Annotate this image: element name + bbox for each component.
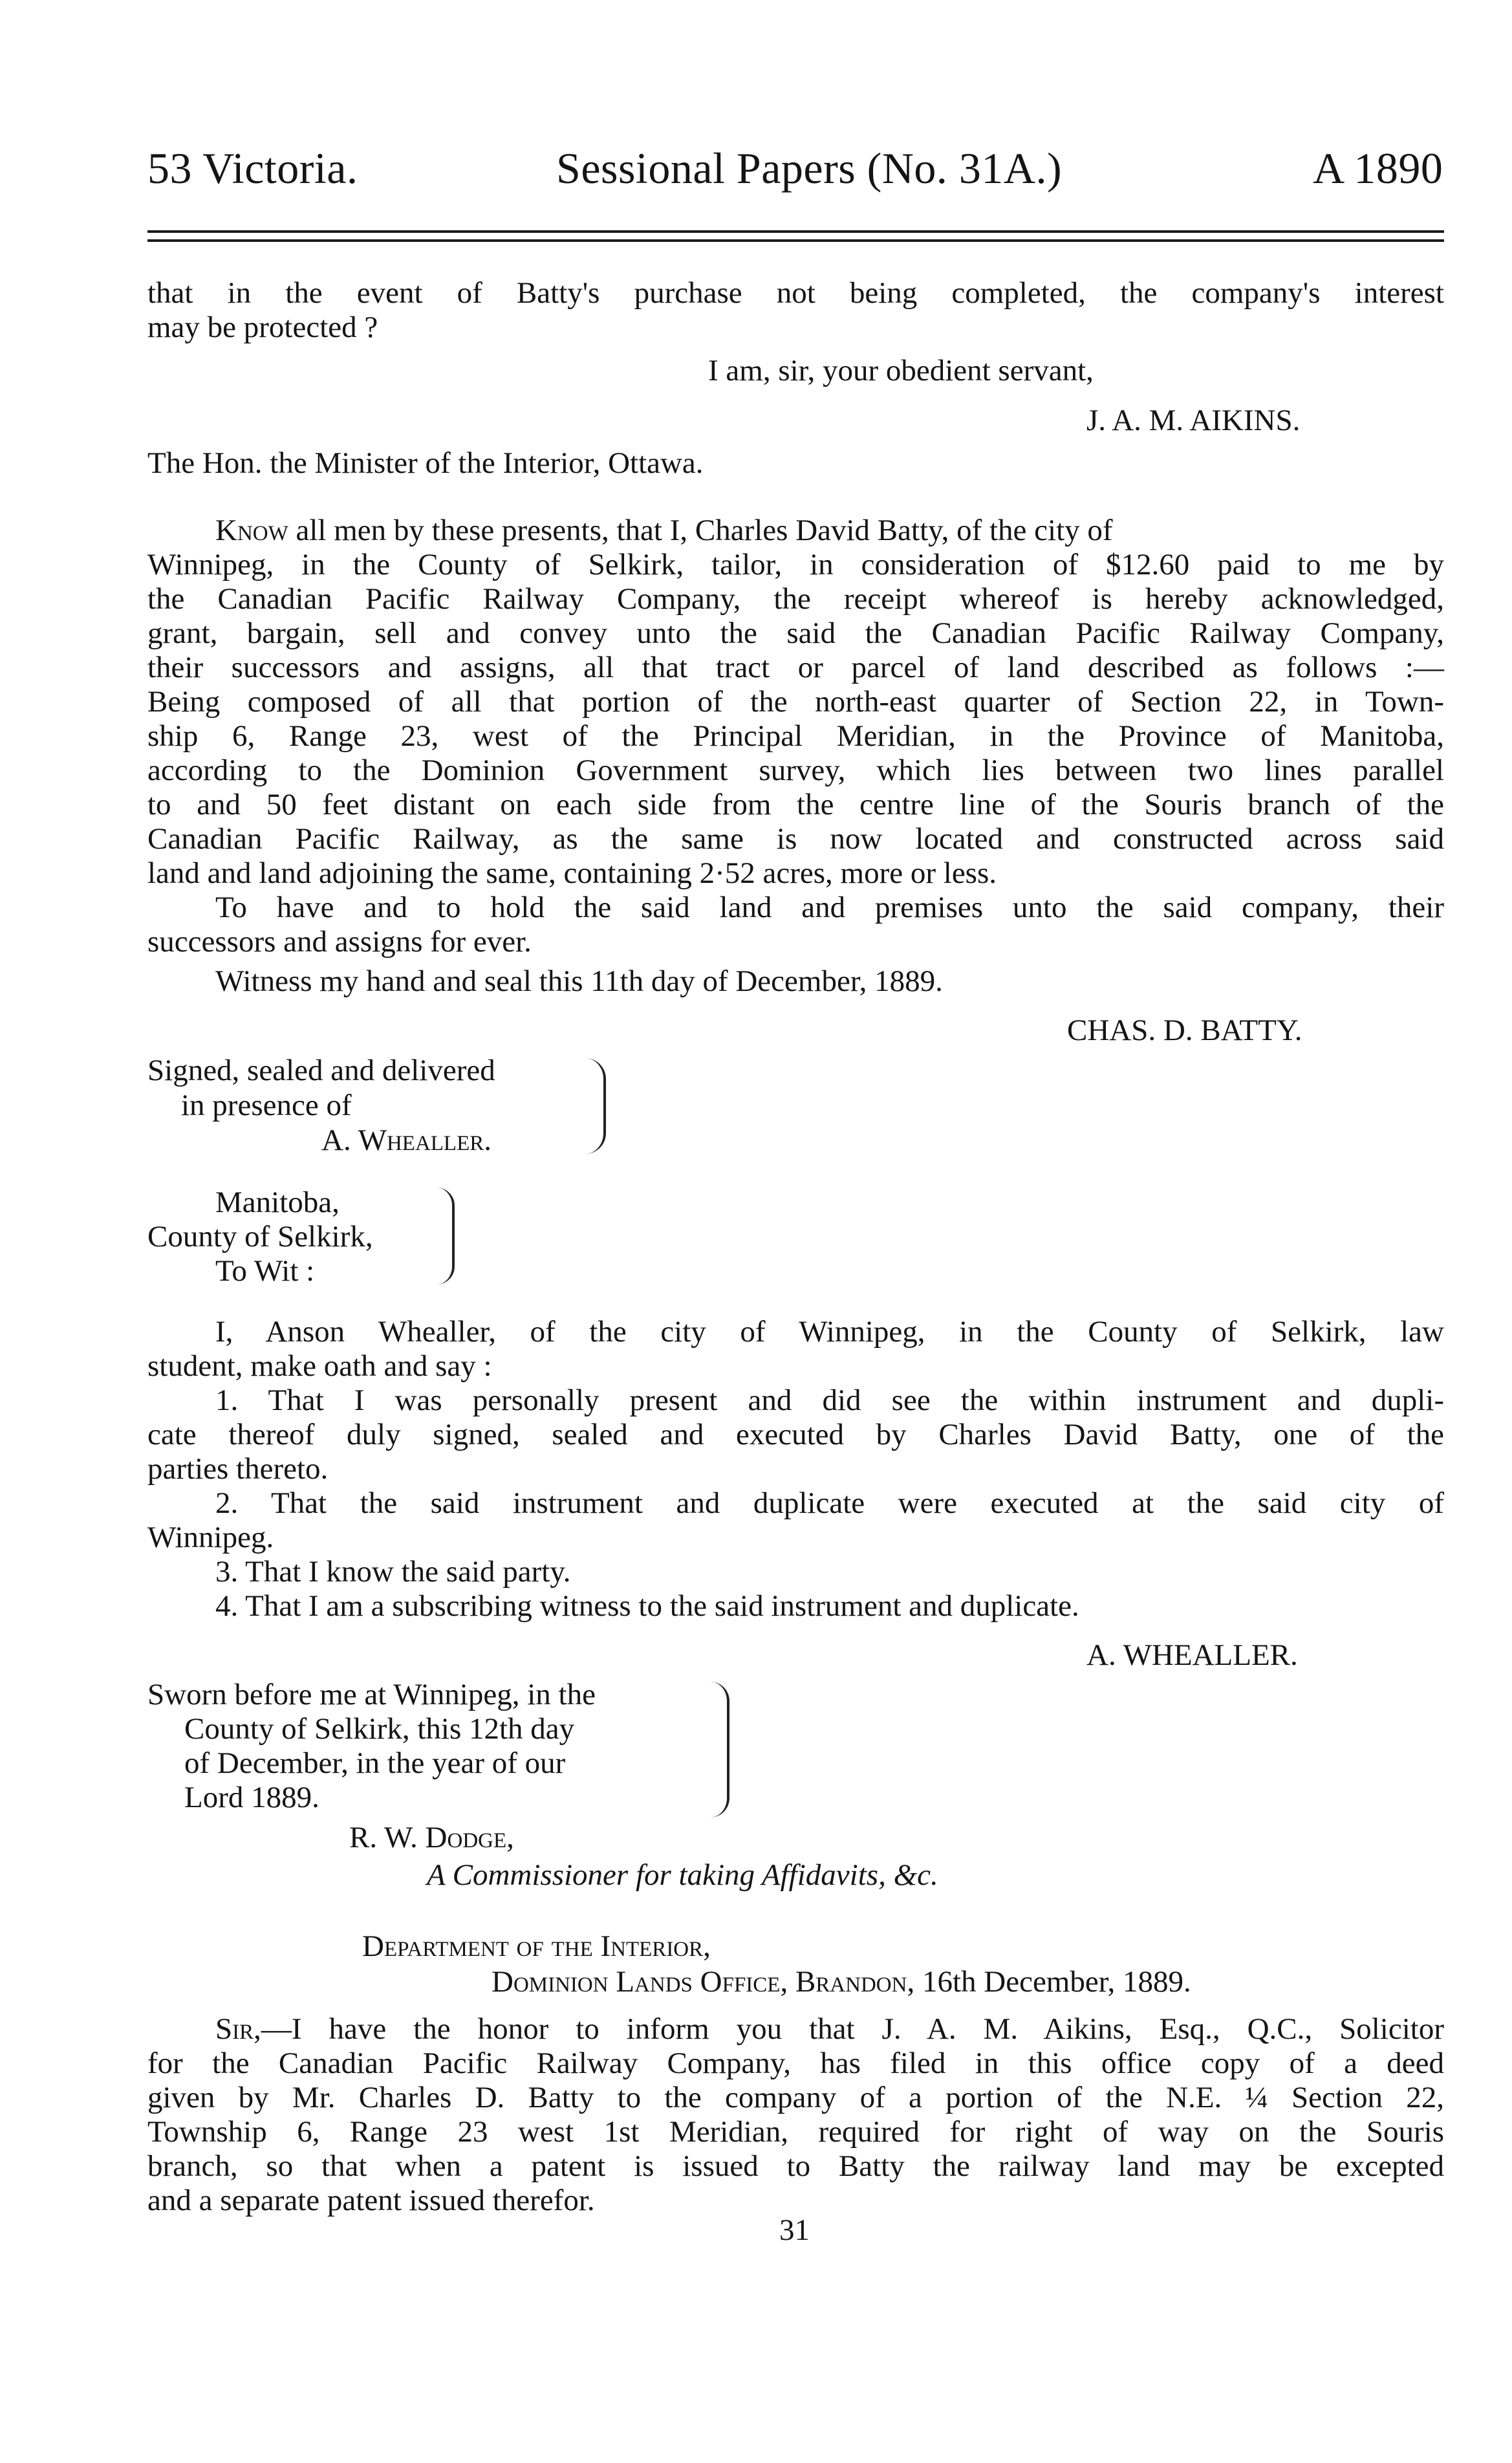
sworn-line: of December, in the year of our — [184, 1746, 566, 1780]
deed-witness-clause: Witness my hand and seal this 11th day of December, 1889. — [215, 964, 943, 998]
dept-letter-line: given by Mr. Charles D. Batty to the company of a portion of the N.E. ¼ Section 22, — [147, 2081, 1444, 2114]
dept-heading: Department of the Interior, — [362, 1929, 711, 1963]
dept-letter-line: for the Canadian Pacific Railway Company, has filed in this office copy of a deed — [147, 2046, 1444, 2080]
affidavit-item-2: 2. That the said instrument and duplicate were executed at the said city of — [215, 1486, 1444, 1520]
deed-line: the Canadian Pacific Railway Company, the receipt whereof is hereby acknowledged, — [147, 582, 1444, 616]
dept-office-line — [491, 1967, 1191, 1997]
affidavit-item-1-end: parties thereto. — [147, 1452, 329, 1486]
venue-brace — [437, 1188, 455, 1285]
letter-addressee: The Hon. the Minister of the Interior, Ottawa. — [147, 446, 704, 480]
deed-signature: CHAS. D. BATTY. — [1067, 1014, 1302, 1047]
dept-letter-last: and a separate patent issued therefor. — [147, 2184, 595, 2217]
letter-signature: J. A. M. AIKINS. — [1086, 404, 1301, 437]
header-volume: 53 Victoria. — [147, 144, 358, 193]
sworn-brace — [710, 1682, 729, 1817]
signed-brace — [585, 1058, 606, 1154]
affidavit-item-4: 4. That I am a subscribing witness to the said instrument and duplicate. — [215, 1589, 1079, 1623]
deed-opening-line — [215, 515, 1444, 546]
deed-line: Winnipeg, in the County of Selkirk, tailor, in consideration of $12.60 paid to me by — [147, 548, 1444, 581]
header-rule-top — [147, 230, 1444, 233]
dept-letter-first: —I have the honor to inform you that J. A. M. Aikins, Esq., Q.C., Solicitor — [261, 2012, 1444, 2046]
dept-letter-line: branch, so that when a patent is issued to Batty the railway land may be excepted — [147, 2149, 1444, 2183]
deed-line: land and land adjoining the same, containing 2·52 acres, more or less. — [147, 856, 997, 890]
affidavit-item-2-end: Winnipeg. — [147, 1521, 274, 1554]
letter-closing: I am, sir, your obedient servant, — [708, 354, 1094, 387]
deed-line: to and 50 feet distant on each side from the centre line of the Souris branch of the — [147, 788, 1444, 821]
deed-line: Being composed of all that portion of the north-east quarter of Section 22, in Town- — [147, 685, 1444, 719]
affidavit-item-3: 3. That I know the said party. — [215, 1555, 571, 1589]
deed-line: according to the Dominion Government survey, which lies between two lines parallel — [147, 754, 1444, 787]
affidavit-intro-end: student, make oath and say : — [147, 1349, 492, 1383]
deed-line: ship 6, Range 23, west of the Principal Meridian, in the Province of Manitoba, — [147, 719, 1444, 753]
dept-office: Dominion Lands Office, Brandon, — [491, 1965, 915, 1999]
affidavit-signature: A. WHEALLER. — [1086, 1638, 1298, 1672]
signed-sealed-line: Signed, sealed and delivered — [147, 1054, 495, 1087]
deed-opening-text: all men by these presents, that I, Charles David Batty, of the city of — [296, 514, 1113, 547]
sworn-line: Sworn before me at Winnipeg, in the — [147, 1678, 596, 1711]
in-presence-line: in presence of — [181, 1089, 352, 1122]
deed-lead-word: Know — [215, 514, 288, 547]
page-number: 31 — [779, 2213, 810, 2247]
header-rule-bottom — [147, 239, 1444, 242]
venue-to-wit: To Wit : — [215, 1254, 315, 1288]
affidavit-intro: I, Anson Whealler, of the city of Winnipeg, in the County of Selkirk, law — [215, 1315, 1444, 1349]
letter-line: may be protected ? — [147, 310, 378, 344]
deed-line: grant, bargain, sell and convey unto the said the Canadian Pacific Railway Company, — [147, 616, 1444, 650]
commissioner-title: A Commissioner for taking Affidavits, &c. — [427, 1858, 938, 1892]
commissioner-name: R. W. Dodge, — [349, 1821, 514, 1854]
dept-date: 16th December, 1889. — [922, 1965, 1191, 1999]
sworn-line: Lord 1889. — [184, 1781, 319, 1814]
venue-county: County of Selkirk, — [147, 1220, 373, 1253]
deed-habendum-end: successors and assigns for ever. — [147, 925, 532, 959]
dept-letter-line: Township 6, Range 23 west 1st Meridian, required for right of way on the Souris — [147, 2115, 1444, 2149]
dept-salutation: Sir, — [215, 2012, 261, 2046]
header-sessional-papers: Sessional Papers (No. 31A.) — [556, 144, 1063, 193]
header-year: A 1890 — [1313, 144, 1443, 193]
dept-letter-opening — [215, 2014, 1444, 2045]
venue-province: Manitoba, — [215, 1186, 340, 1219]
deed-line: their successors and assigns, all that tract or parcel of land described as follows :— — [147, 651, 1444, 684]
deed-habendum: To have and to hold the said land and premises unto the said company, their — [215, 891, 1444, 924]
deed-witness-name: A. Whealler. — [321, 1123, 492, 1157]
affidavit-item-1: 1. That I was personally present and did see the within instrument and dupli- — [215, 1383, 1444, 1417]
letter-line: that in the event of Batty's purchase not being completed, the company's interest — [147, 276, 1444, 310]
sworn-line: County of Selkirk, this 12th day — [184, 1712, 575, 1746]
affidavit-item-1-cont: cate thereof duly signed, sealed and executed by Charles David Batty, one of the — [147, 1418, 1444, 1451]
deed-line: Canadian Pacific Railway, as the same is now located and constructed across said — [147, 822, 1444, 856]
